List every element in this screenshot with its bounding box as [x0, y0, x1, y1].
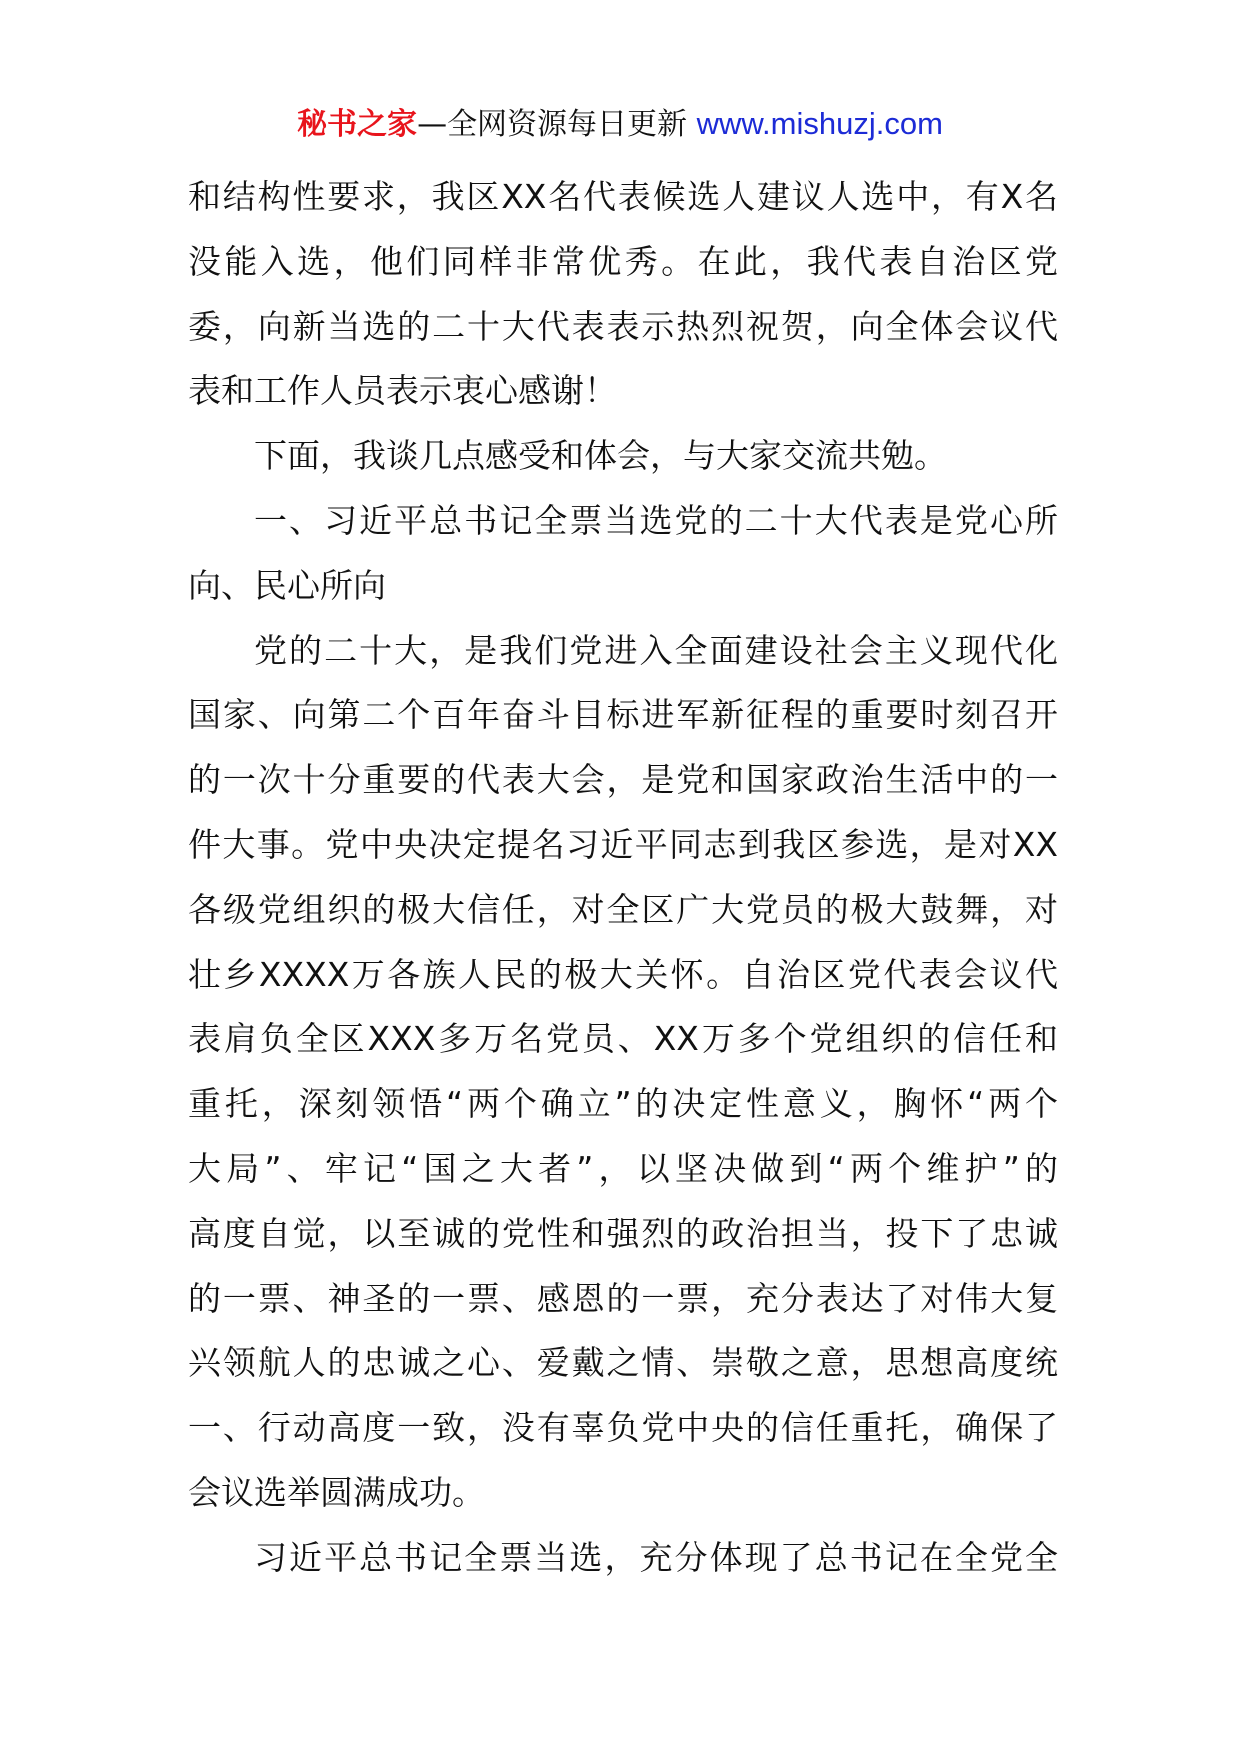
- text-line: 件大事。党中央决定提名习近平同志到我区参选，是对XX: [188, 824, 1058, 864]
- section-heading-line: 一、习近平总书记全票当选党的二十大代表是党心所: [254, 500, 1058, 540]
- text-line: 会议选举圆满成功。: [188, 1472, 485, 1512]
- text-line: 国家、向第二个百年奋斗目标进军新征程的重要时刻召开: [188, 695, 1058, 735]
- text-line: 表肩负全区XXX多万名党员、XX万多个党组织的信任和: [188, 1019, 1058, 1059]
- text-line: 各级党组织的极大信任，对全区广大党员的极大鼓舞，对: [188, 889, 1058, 929]
- text-line: 下面，我谈几点感受和体会，与大家交流共勉。: [254, 436, 947, 476]
- text-line: 重托，深刻领悟“两个确立”的决定性意义，胸怀“两个: [188, 1084, 1058, 1124]
- header-tagline: —全网资源每日更新: [417, 107, 688, 142]
- brand-name: 秘书之家: [297, 107, 418, 142]
- text-line: 习近平总书记全票当选，充分体现了总书记在全党全: [254, 1537, 1058, 1577]
- text-line: 党的二十大，是我们党进入全面建设社会主义现代化: [254, 630, 1058, 670]
- text-line: 的一次十分重要的代表大会，是党和国家政治生活中的一: [188, 760, 1058, 800]
- site-header: [0, 100, 1240, 149]
- text-line: 委，向新当选的二十大代表表示热烈祝贺，向全体会议代: [188, 306, 1058, 346]
- text-line: 表和工作人员表示衷心感谢！: [188, 371, 617, 411]
- text-line: 和结构性要求，我区XX名代表候选人建议人选中，有X名: [188, 177, 1058, 216]
- document-body: [188, 165, 1058, 1591]
- text-line: 壮乡XXXX万各族人民的极大关怀。自治区党代表会议代: [188, 954, 1058, 994]
- site-url-link[interactable]: www.mishuzj.com: [696, 106, 943, 141]
- text-line: 大局”、牢记“国之大者”，以坚决做到“两个维护”的: [188, 1148, 1058, 1188]
- text-line: 一、行动高度一致，没有辜负党中央的信任重托，确保了: [188, 1408, 1058, 1448]
- section-heading-line: 向、民心所向: [188, 565, 386, 605]
- text-line: 的一票、神圣的一票、感恩的一票，充分表达了对伟大复: [188, 1278, 1058, 1318]
- text-line: 没能入选，他们同样非常优秀。在此，我代表自治区党: [188, 241, 1058, 281]
- text-line: 兴领航人的忠诚之心、爱戴之情、崇敬之意，思想高度统: [188, 1343, 1058, 1383]
- text-line: 高度自觉，以至诚的党性和强烈的政治担当，投下了忠诚: [188, 1213, 1058, 1253]
